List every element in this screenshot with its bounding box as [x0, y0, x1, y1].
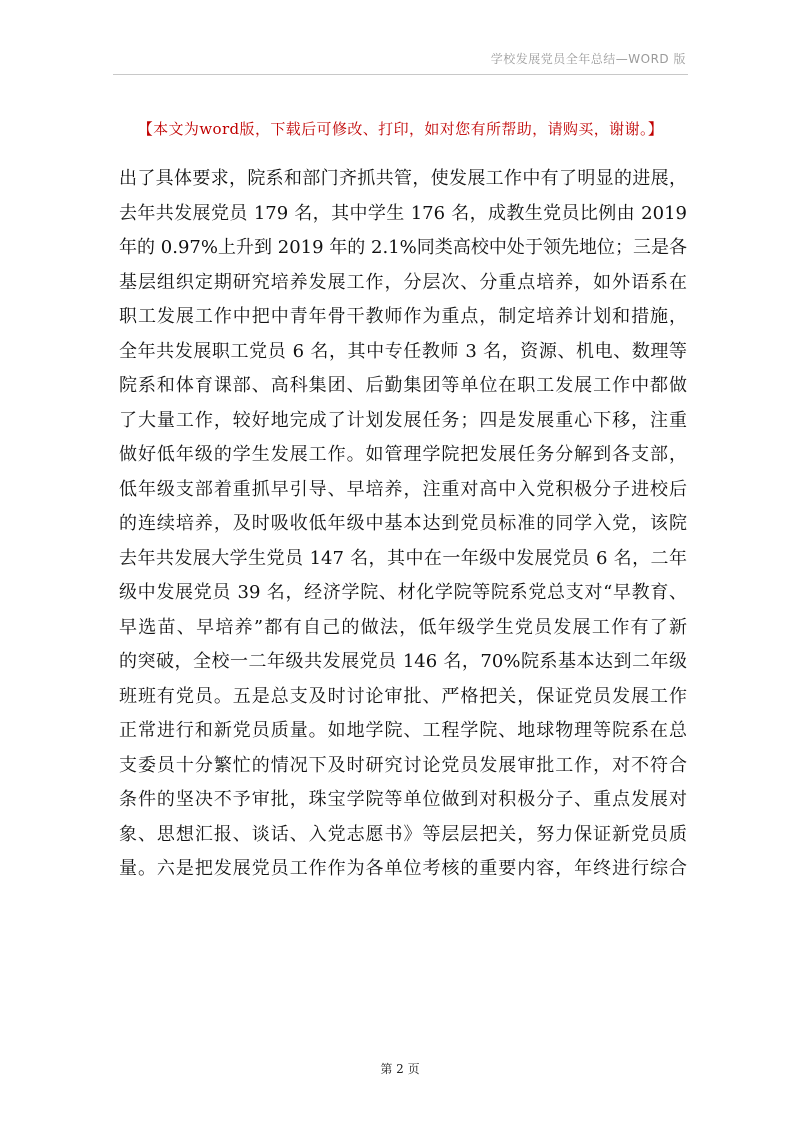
- body-line: 院系和体育课部、高科集团、后勤集团等单位在职工发展工作中都做: [119, 375, 687, 396]
- body-line: 去年共发展大学生党员 147 名，其中在一年级中发展党员 6 名，二年: [119, 547, 687, 569]
- body-line: 做好低年级的学生发展工作。如管理学院把发展任务分解到各支部，: [119, 444, 687, 465]
- body-line: 支委员十分繁忙的情况下及时研究讨论党员发展审批工作，对不符合: [119, 754, 687, 776]
- header-divider: [113, 74, 688, 75]
- body-line: 基层组织定期研究培养发展工作，分层次、分重点培养，如外语系在: [119, 271, 687, 293]
- body-line: 的连续培养，及时吸收低年级中基本达到党员标准的同学入党，该院: [119, 513, 687, 534]
- document-body: [119, 162, 687, 887]
- body-line: 量。六是把发展党员工作作为各单位考核的重要内容，年终进行综合: [119, 858, 687, 879]
- body-line: 条件的坚决不予审批，珠宝学院等单位做到对积极分子、重点发展对: [119, 789, 687, 810]
- body-line: 正常进行和新党员质量。如地学院、工程学院、地球物理等院系在总: [119, 720, 687, 741]
- body-line: 去年共发展党员 179 名，其中学生 176 名，成教生党员比例由 2019: [119, 202, 687, 224]
- body-line: 出了具体要求，院系和部门齐抓共管，使发展工作中有了明显的进展，: [119, 168, 687, 189]
- page-header-title: 学校发展党员全年总结—WORD 版: [490, 52, 686, 66]
- body-line: 班班有党员。五是总支及时讨论审批、严格把关，保证党员发展工作: [119, 685, 687, 707]
- body-line: 级中发展党员 39 名，经济学院、材化学院等院系党总支对“早教育、: [119, 582, 687, 603]
- body-line: 早选苗、早培养”都有自己的做法，低年级学生党员发展工作有了新: [119, 616, 687, 638]
- body-line: 全年共发展职工党员 6 名，其中专任教师 3 名，资源、机电、数理等: [119, 340, 687, 362]
- body-line: 低年级支部着重抓早引导、早培养，注重对高中入党积极分子进校后: [119, 478, 687, 500]
- body-line: 象、思想汇报、谈话、入党志愿书》等层层把关，努力保证新党员质: [119, 823, 687, 845]
- body-line: 年的 0.97%上升到 2019 年的 2.1%同类高校中处于领先地位；三是各: [119, 237, 687, 258]
- body-line: 的突破，全校一二年级共发展党员 146 名，70%院系基本达到二年级: [119, 651, 687, 672]
- download-notice: 【本文为word版，下载后可修改、打印，如对您有所帮助，请购买，谢谢。】: [137, 120, 664, 138]
- body-line: 了大量工作，较好地完成了计划发展任务；四是发展重心下移，注重: [119, 409, 687, 431]
- page-number: 第 2 页: [380, 1062, 420, 1076]
- body-line: 职工发展工作中把中青年骨干教师作为重点，制定培养计划和措施，: [119, 306, 687, 327]
